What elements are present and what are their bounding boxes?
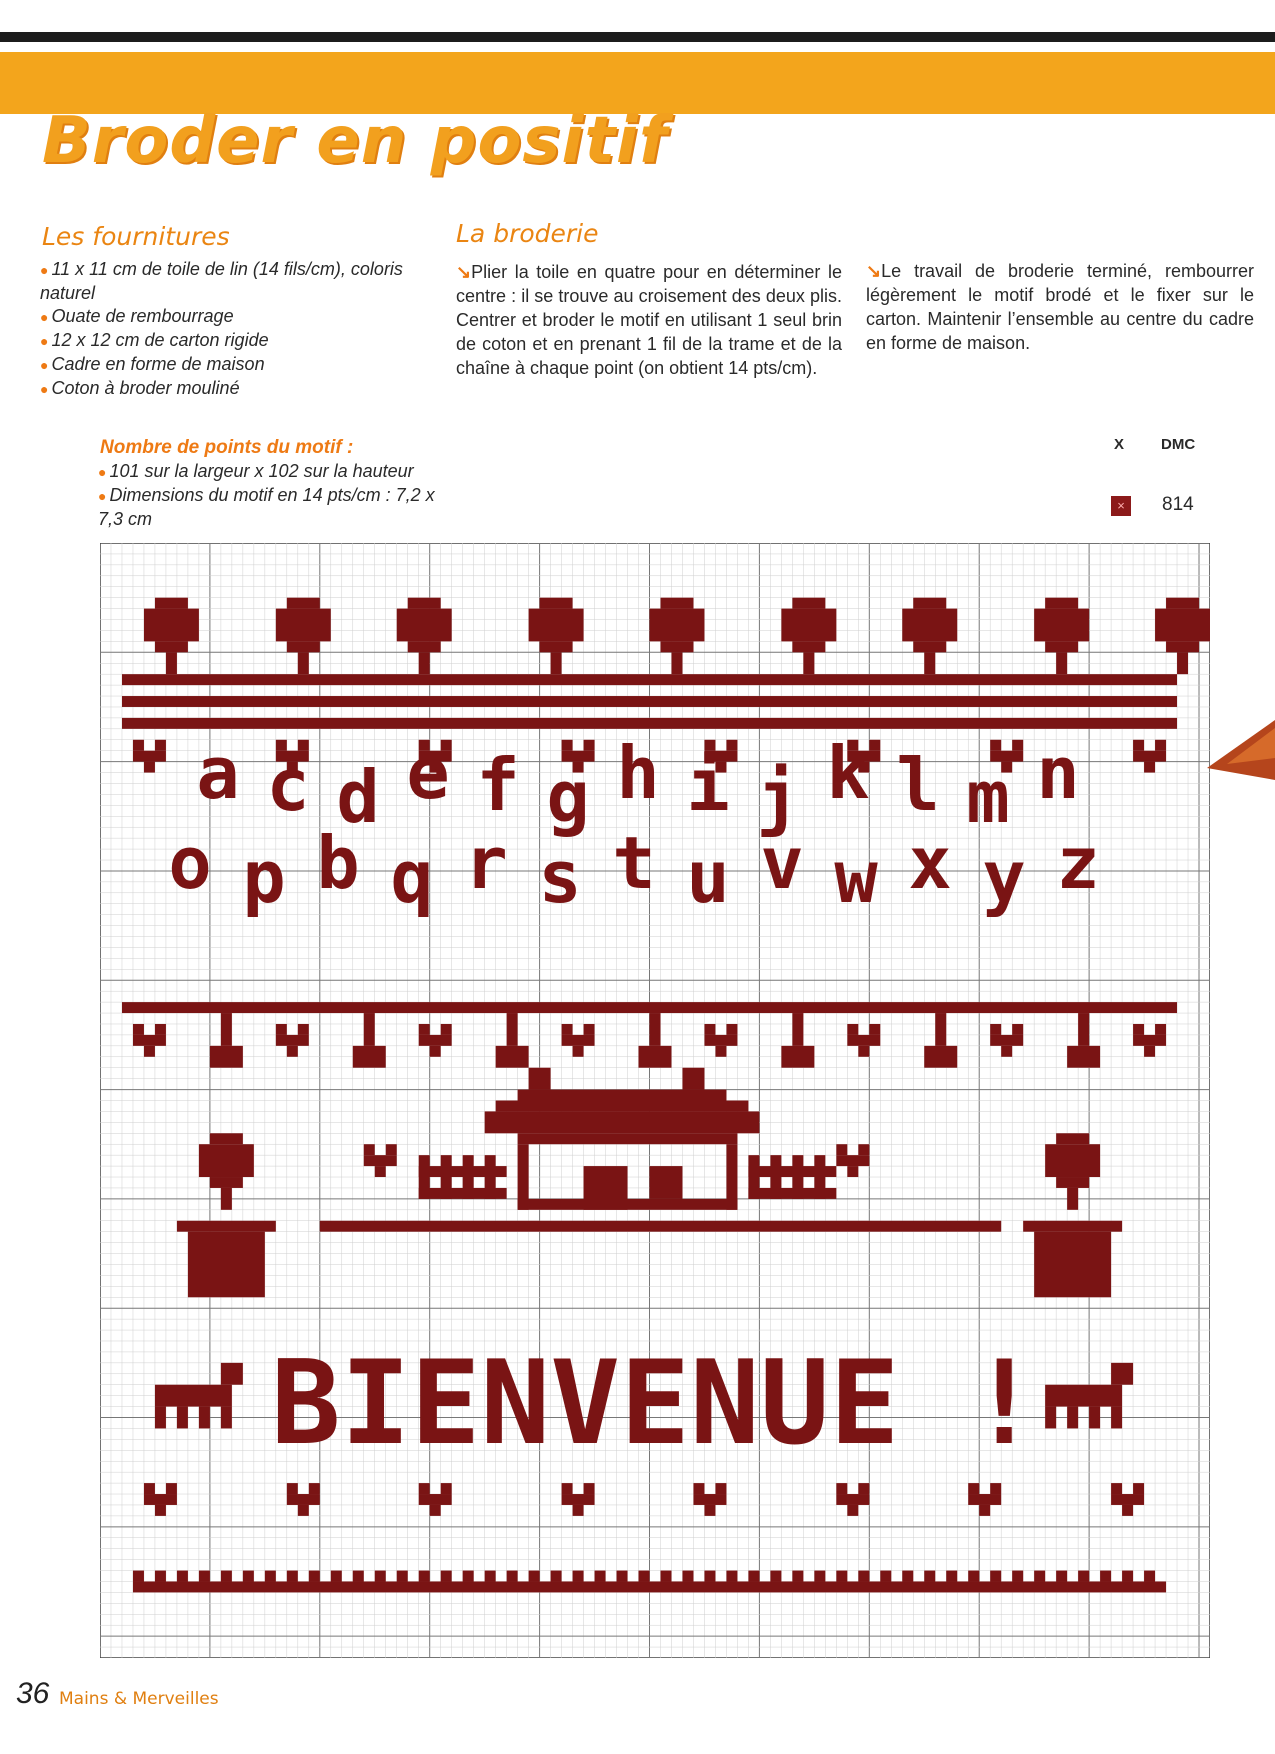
alphabet-letter-upper: l: [896, 743, 940, 827]
alphabet-letter-upper: g: [546, 755, 590, 839]
step-1-text: Plier la toile en quatre pour en déterminer le centre : il se trouve au croisement des deux plis. Centrer et broder le motif en utilisant 1 seul brin de coton et en prenant 1 fil de la trame et de la chaîne à chaque point (on obtient 14 pts/cm).: [456, 262, 842, 378]
chart-grid: [100, 543, 1210, 1658]
alphabet-letter-upper: f: [476, 743, 520, 827]
alphabet-letter-upper: i: [686, 743, 730, 827]
spec-item: ● 101 sur la largeur x 102 sur la hauteur: [98, 460, 438, 484]
key-brand-header: DMC: [1161, 436, 1196, 453]
supplies-list: [40, 258, 420, 401]
arrow-icon: ↘: [866, 261, 882, 281]
alphabet-letter-upper: d: [336, 755, 380, 839]
stitch-count-heading: Nombre de points du motif :: [100, 437, 354, 458]
supply-item: ● Coton à broder mouliné: [40, 377, 420, 401]
thread-code: 814: [1162, 494, 1194, 515]
alphabet-letter-upper: j: [756, 755, 800, 839]
alphabet-letter-lower: r: [464, 821, 508, 905]
alphabet-letter-upper: k: [826, 731, 870, 815]
alphabet-letter-lower: u: [686, 835, 730, 919]
alphabet-letter-upper: e: [406, 731, 450, 815]
supply-item: ● 12 x 12 cm de carton rigide: [40, 329, 420, 353]
page-number: 36: [16, 1677, 50, 1710]
alphabet-letter-lower: z: [1056, 821, 1100, 905]
alphabet-letter-lower: x: [908, 821, 952, 905]
embroidery-step-1: [456, 260, 842, 380]
magazine-name: Mains & Merveilles: [59, 1689, 219, 1709]
alphabet-letter-lower: o: [168, 821, 212, 905]
stitch-count-list: [98, 460, 438, 531]
alphabet-letter-lower: w: [834, 835, 878, 919]
alphabet-letter-lower: q: [390, 835, 434, 919]
alphabet-letter-lower: p: [242, 835, 286, 919]
arrow-icon: ↘: [456, 262, 472, 282]
supply-item: ● Cadre en forme de maison: [40, 353, 420, 377]
page-tab-marker: [1207, 720, 1275, 780]
alphabet-letter-upper: h: [616, 731, 660, 815]
alphabet-letter-upper: m: [966, 755, 1010, 839]
supply-item: ● 11 x 11 cm de toile de lin (14 fils/cm), coloris naturel: [40, 258, 420, 305]
alphabet-letter-upper: c: [266, 743, 310, 827]
alphabet-letter-upper: n: [1036, 731, 1080, 815]
alphabet-letter-lower: v: [760, 821, 804, 905]
page-title: Broder en positif: [42, 104, 668, 178]
key-symbol-header: X: [1114, 436, 1125, 453]
top-dark-bar: [0, 32, 1275, 42]
alphabet-letter-lower: s: [538, 835, 582, 919]
step-2-text: Le travail de broderie terminé, rembourrer légèrement le motif brodé et le fixer sur le carton. Maintenir l’ensemble au centre du cadre en forme de maison.: [866, 261, 1254, 353]
spec-item: ● Dimensions du motif en 14 pts/cm : 7,2 x 7,3 cm: [98, 484, 438, 531]
embroidery-step-2: [866, 259, 1254, 355]
welcome-word: BIENVENUE !: [270, 1336, 1040, 1471]
cross-stitch-chart: [100, 543, 1210, 1658]
alphabet-letter-upper: a: [196, 731, 240, 815]
supply-item: ● Ouate de rembourrage: [40, 305, 420, 329]
embroidery-heading: La broderie: [456, 219, 599, 248]
thread-swatch: ×: [1111, 496, 1131, 516]
alphabet-letter-lower: t: [612, 821, 656, 905]
alphabet-letter-lower: y: [982, 835, 1026, 919]
alphabet-letter-lower: b: [316, 821, 360, 905]
supplies-heading: Les fournitures: [42, 222, 230, 251]
